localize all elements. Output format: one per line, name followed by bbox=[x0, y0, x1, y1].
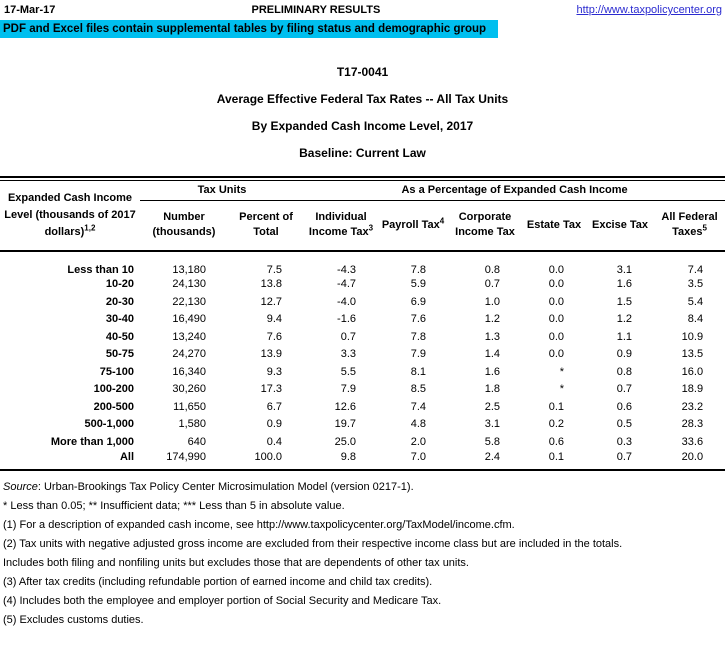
cell-value: 9.8 bbox=[340, 450, 357, 463]
cell-value: -4.0 bbox=[337, 295, 357, 308]
cell-value: 20.0 bbox=[681, 450, 704, 463]
table-body bbox=[0, 251, 725, 470]
cell-value: 23.2 bbox=[681, 400, 704, 413]
cell-value: 6.9 bbox=[410, 295, 427, 308]
cell-value: 3.3 bbox=[340, 348, 357, 361]
cell-value: 0.7 bbox=[616, 450, 633, 463]
cell-value: 2.5 bbox=[484, 400, 501, 413]
cell-value: 0.1 bbox=[548, 450, 565, 463]
cell-value: 12.7 bbox=[260, 295, 283, 308]
cell-value: 640 bbox=[187, 435, 206, 448]
table-row bbox=[0, 416, 725, 434]
cell-value: 13.8 bbox=[260, 278, 283, 291]
cell-value: 3.1 bbox=[616, 263, 633, 276]
cell-value: 0.6 bbox=[616, 400, 633, 413]
group-header-row bbox=[0, 181, 725, 201]
table-row bbox=[0, 433, 725, 451]
cell-value: 12.6 bbox=[334, 400, 357, 413]
table-row bbox=[0, 451, 725, 470]
cell-value: 24,130 bbox=[172, 278, 206, 291]
row-label: 75-100 bbox=[99, 365, 134, 378]
cell-value: 0.0 bbox=[548, 313, 565, 326]
cell-value: 3.1 bbox=[484, 418, 501, 431]
cell-value: 16,490 bbox=[172, 313, 206, 326]
row-header-cell bbox=[0, 181, 140, 251]
cell-value: 0.1 bbox=[548, 400, 565, 413]
cell-value: 0.2 bbox=[548, 418, 565, 431]
table-row bbox=[0, 381, 725, 399]
cell-value: 7.4 bbox=[687, 263, 704, 276]
cell-value: 9.3 bbox=[266, 365, 283, 378]
column-header: Number (thousands) bbox=[140, 201, 228, 251]
row-label: 500-1,000 bbox=[84, 418, 134, 431]
taxpolicycenter-link[interactable]: http://www.taxpolicycenter.org bbox=[576, 4, 722, 16]
footnote-line: (1) For a description of expanded cash income, see http://www.taxpolicycenter.org/TaxModel/income.cfm. bbox=[3, 518, 515, 531]
footnote-line: Includes both filing and nonfiling units but excludes those that are dependents of other tax units. bbox=[3, 556, 469, 569]
footnote-line: * Less than 0.05; ** Insufficient data; *** Less than 5 in absolute value. bbox=[3, 499, 345, 512]
row-label: 40-50 bbox=[105, 330, 134, 343]
cell-value: 13,180 bbox=[172, 263, 206, 276]
cell-value: 0.7 bbox=[616, 383, 633, 396]
cell-value: 33.6 bbox=[681, 435, 704, 448]
cell-value: 0.4 bbox=[266, 435, 283, 448]
cell-value: 0.3 bbox=[616, 435, 633, 448]
cell-value: 1,580 bbox=[178, 418, 206, 431]
cell-value: 7.9 bbox=[410, 348, 427, 361]
cell-value: 0.7 bbox=[340, 330, 357, 343]
top-info-bar bbox=[0, 0, 725, 16]
cell-value: 5.4 bbox=[687, 295, 704, 308]
cell-value: 1.6 bbox=[484, 365, 501, 378]
footnote-lines bbox=[3, 497, 725, 630]
table-subtitle: By Expanded Cash Income Level, 2017 bbox=[251, 119, 474, 133]
table-id: T17-0041 bbox=[336, 65, 389, 79]
cell-value: 13.9 bbox=[260, 348, 283, 361]
cell-value: 16.0 bbox=[681, 365, 704, 378]
cell-value: 1.0 bbox=[484, 295, 501, 308]
column-header: Payroll Tax$^4$ bbox=[378, 201, 448, 251]
row-label: 200-500 bbox=[93, 400, 134, 413]
column-header: Individual Income Tax$^3$ bbox=[304, 201, 378, 251]
column-header: Percent of Total bbox=[228, 201, 304, 251]
row-label: More than 1,000 bbox=[50, 435, 134, 448]
cell-value: 100.0 bbox=[254, 450, 283, 463]
column-header: Excise Tax bbox=[586, 201, 654, 251]
cell-value: 0.0 bbox=[548, 348, 565, 361]
source-text: : Urban-Brookings Tax Policy Center Microsimulation Model (version 0217-1). bbox=[37, 480, 414, 493]
cell-value: 0.0 bbox=[548, 330, 565, 343]
cell-value: 25.0 bbox=[334, 435, 357, 448]
cell-value: 5.5 bbox=[340, 365, 357, 378]
cell-value: 1.2 bbox=[484, 313, 501, 326]
cell-value: 4.8 bbox=[410, 418, 427, 431]
group-header-percentage: As a Percentage of Expanded Cash Income bbox=[304, 181, 725, 201]
cell-value: 1.2 bbox=[616, 313, 633, 326]
cell-value: 7.6 bbox=[410, 313, 427, 326]
cell-value: 0.8 bbox=[616, 365, 633, 378]
cell-value: 7.8 bbox=[410, 263, 427, 276]
cell-value: 6.7 bbox=[266, 400, 283, 413]
cell-value: 0.5 bbox=[616, 418, 633, 431]
cell-value: 22,130 bbox=[172, 295, 206, 308]
cell-value: * bbox=[559, 365, 565, 378]
footnote-line: (2) Tax units with negative adjusted gross income are excluded from their respective income class but are included in the totals. bbox=[3, 537, 623, 550]
footnote-line: (4) Includes both the employee and employer portion of Social Security and Medicare Tax. bbox=[3, 594, 442, 607]
preliminary-results-label: PRELIMINARY RESULTS bbox=[251, 4, 381, 16]
cell-value: 1.3 bbox=[484, 330, 501, 343]
cell-value: 19.7 bbox=[334, 418, 357, 431]
column-header: Estate Tax bbox=[522, 201, 586, 251]
group-header-tax-units: Tax Units bbox=[140, 181, 304, 201]
table-row bbox=[0, 398, 725, 416]
cell-value: 0.6 bbox=[548, 435, 565, 448]
cell-value: 7.9 bbox=[340, 383, 357, 396]
cell-value: 3.5 bbox=[687, 278, 704, 291]
cell-value: 10.9 bbox=[681, 330, 704, 343]
row-label: 20-30 bbox=[105, 295, 134, 308]
cell-value: 11,650 bbox=[173, 400, 206, 413]
tax-rates-table bbox=[0, 180, 725, 471]
cell-value: 7.0 bbox=[410, 450, 427, 463]
table-row bbox=[0, 251, 725, 276]
cell-value: 8.5 bbox=[410, 383, 427, 396]
cell-value: 9.4 bbox=[266, 313, 283, 326]
cell-value: 13,240 bbox=[172, 330, 206, 343]
cell-value: 0.9 bbox=[616, 348, 633, 361]
row-label: 30-40 bbox=[105, 313, 134, 326]
cell-value: -1.6 bbox=[337, 313, 357, 326]
table-row bbox=[0, 328, 725, 346]
cell-value: 7.4 bbox=[410, 400, 427, 413]
row-label: 100-200 bbox=[93, 383, 134, 396]
cell-value: 13.5 bbox=[681, 348, 704, 361]
cell-value: 1.6 bbox=[616, 278, 633, 291]
row-header-footnote-ref: 1,2 bbox=[84, 223, 96, 233]
cell-value: 5.8 bbox=[484, 435, 501, 448]
cell-value: 0.7 bbox=[484, 278, 501, 291]
cell-value: 1.8 bbox=[484, 383, 501, 396]
source-note bbox=[3, 478, 725, 497]
cell-value: 2.0 bbox=[410, 435, 427, 448]
row-label: 10-20 bbox=[105, 278, 134, 291]
column-header: All Federal Taxes$^5$ bbox=[654, 201, 725, 251]
source-label: Source bbox=[3, 480, 38, 493]
cell-value: 1.5 bbox=[616, 295, 633, 308]
cell-value: 7.8 bbox=[410, 330, 427, 343]
cell-value: 18.9 bbox=[681, 383, 704, 396]
supplemental-tables-banner: PDF and Excel files contain supplemental tables by filing status and demographic group bbox=[0, 20, 498, 38]
cell-value: -4.7 bbox=[337, 278, 357, 291]
footnotes bbox=[0, 478, 725, 630]
cell-value: 30,260 bbox=[172, 383, 206, 396]
table-row bbox=[0, 346, 725, 364]
cell-value: 24,270 bbox=[172, 348, 206, 361]
column-header: Corporate Income Tax bbox=[448, 201, 522, 251]
cell-value: 0.8 bbox=[484, 263, 501, 276]
table-title: Average Effective Federal Tax Rates -- All Tax Units bbox=[216, 92, 509, 106]
cell-value: 7.5 bbox=[266, 263, 283, 276]
cell-value: 0.0 bbox=[548, 295, 565, 308]
footnote-line: (3) After tax credits (including refundable portion of earned income and child tax credits). bbox=[3, 575, 433, 588]
cell-value: 5.9 bbox=[410, 278, 427, 291]
cell-value: 16,340 bbox=[172, 365, 206, 378]
cell-value: 1.1 bbox=[616, 330, 633, 343]
table-row bbox=[0, 311, 725, 329]
data-table-wrapper bbox=[0, 176, 725, 471]
cell-value: * bbox=[559, 383, 565, 396]
cell-value: 2.4 bbox=[484, 450, 501, 463]
cell-value: 0.0 bbox=[548, 278, 565, 291]
row-label: 50-75 bbox=[105, 348, 134, 361]
cell-value: -4.3 bbox=[337, 263, 357, 276]
table-row bbox=[0, 276, 725, 294]
footnote-line: (5) Excludes customs duties. bbox=[3, 613, 144, 626]
cell-value: 17.3 bbox=[260, 383, 283, 396]
cell-value: 8.4 bbox=[687, 313, 704, 326]
title-block bbox=[0, 59, 725, 167]
cell-value: 28.3 bbox=[681, 418, 704, 431]
table-baseline: Baseline: Current Law bbox=[299, 146, 426, 160]
row-label: All bbox=[119, 450, 134, 463]
cell-value: 174,990 bbox=[166, 450, 206, 463]
row-header-label: Expanded Cash Income Level (thousands of 2017 dollars) bbox=[4, 191, 136, 238]
cell-value: 7.6 bbox=[266, 330, 283, 343]
cell-value: 0.9 bbox=[266, 418, 283, 431]
cell-value: 1.4 bbox=[484, 348, 501, 361]
table-row bbox=[0, 363, 725, 381]
row-label: Less than 10 bbox=[67, 263, 134, 276]
cell-value: 8.1 bbox=[410, 365, 427, 378]
cell-value: 0.0 bbox=[548, 263, 565, 276]
date-label: 17-Mar-17 bbox=[4, 4, 56, 16]
table-row bbox=[0, 293, 725, 311]
